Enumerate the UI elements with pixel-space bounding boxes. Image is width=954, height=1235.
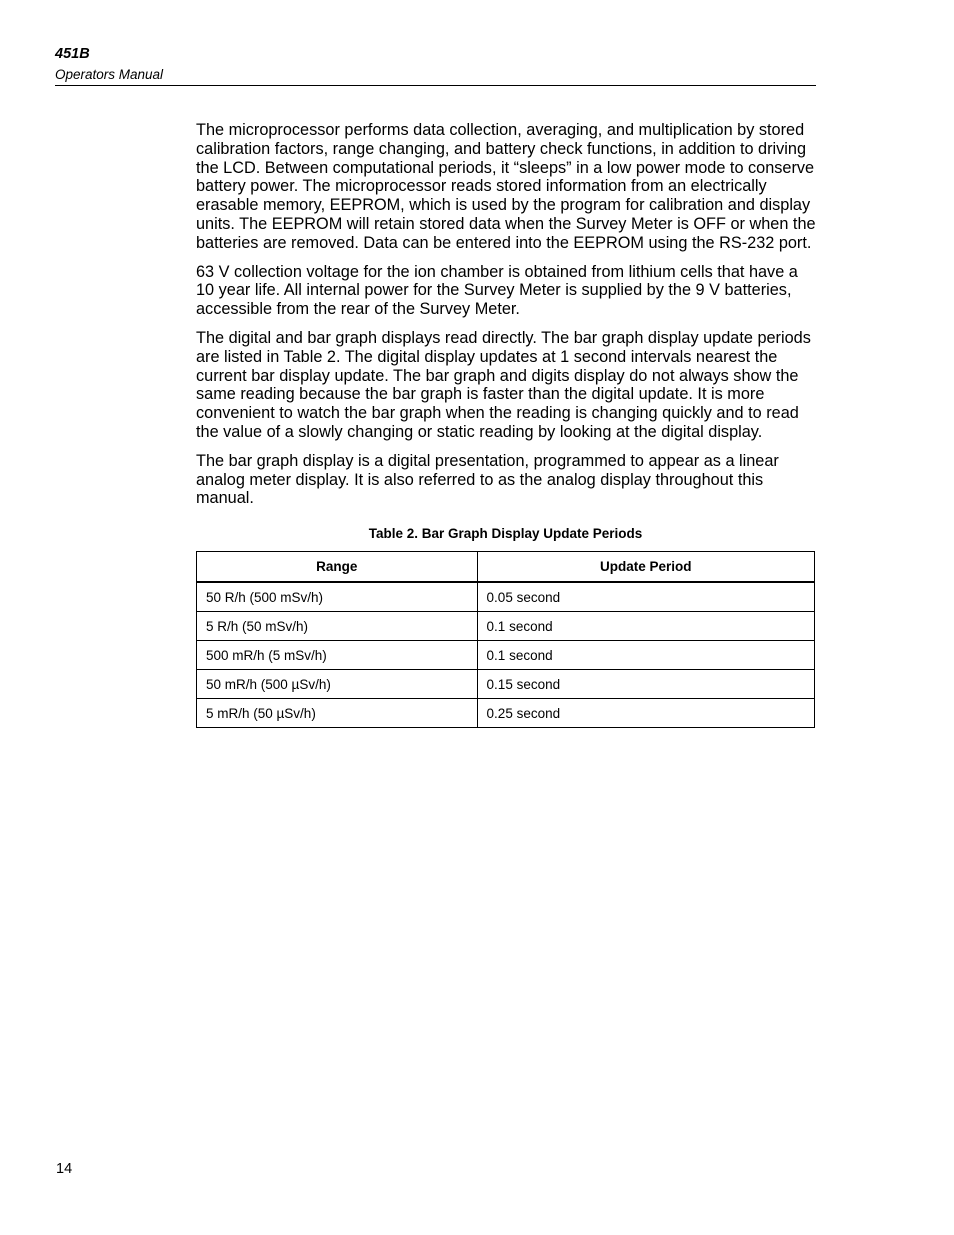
update-period-cell: 0.1 second [477, 612, 814, 641]
update-period-cell: 0.15 second [477, 670, 814, 699]
update-period-cell: 0.05 second [477, 582, 814, 612]
update-period-cell: 0.1 second [477, 641, 814, 670]
range-cell: 5 R/h (50 mSv/h) [197, 612, 478, 641]
range-cell: 500 mR/h (5 mSv/h) [197, 641, 478, 670]
range-cell: 5 mR/h (50 µSv/h) [197, 699, 478, 728]
column-header-range: Range [197, 552, 478, 583]
paragraph-displays: The digital and bar graph displays read directly. The bar graph display update periods are listed in Table 2. The digital display updates at 1 second intervals nearest the current bar display update. The bar graph and digits display do not always show the same reading because the bar graph is faster than the digital update. It is more convenient to watch the bar graph when the reading is changing quickly and to read the value of a slowly changing or static reading by looking at the digital display. [196, 328, 811, 441]
page-content [196, 121, 818, 728]
range-cell: 50 mR/h (500 µSv/h) [197, 670, 478, 699]
paragraph-bar-graph: The bar graph display is a digital presentation, programmed to appear as a linear analog meter display. It is also referred to as the analog display throughout this manual. [196, 451, 779, 508]
paragraph-microprocessor: The microprocessor performs data collection, averaging, and multiplication by stored calibration factors, range changing, and battery check functions, in addition to driving the LCD. Between computational periods, it “sleeps” in a low power mode to conserve battery power. The microprocessor reads stored information from an electrically erasable memory, EEPROM, which is used by the program for calibration and display units. The EEPROM will retain stored data when the Survey Meter is OFF or when the batteries are removed. Data can be entered into the EEPROM using the RS-232 port. [196, 121, 816, 252]
column-header-update-period: Update Period [477, 552, 814, 583]
table-row [197, 699, 815, 728]
header-divider [55, 85, 816, 86]
table-row [197, 582, 815, 612]
table-row [197, 641, 815, 670]
paragraph-collection-voltage: 63 V collection voltage for the ion chamber is obtained from lithium cells that have a 10 year life. All internal power for the Survey Meter is supplied by the 9 V batteries, accessible from the rear of the Survey Meter. [196, 262, 798, 319]
update-period-cell: 0.25 second [477, 699, 814, 728]
table-row [197, 670, 815, 699]
table-row [197, 612, 815, 641]
range-cell: 50 R/h (500 mSv/h) [197, 582, 478, 612]
page-number: 14 [56, 1161, 73, 1177]
update-periods-table [196, 551, 815, 728]
document-subtitle: Operators Manual [55, 67, 164, 82]
table-header-row [197, 552, 815, 583]
table-caption: Table 2. Bar Graph Display Update Periods [368, 526, 643, 542]
document-model: 451B [55, 46, 90, 62]
